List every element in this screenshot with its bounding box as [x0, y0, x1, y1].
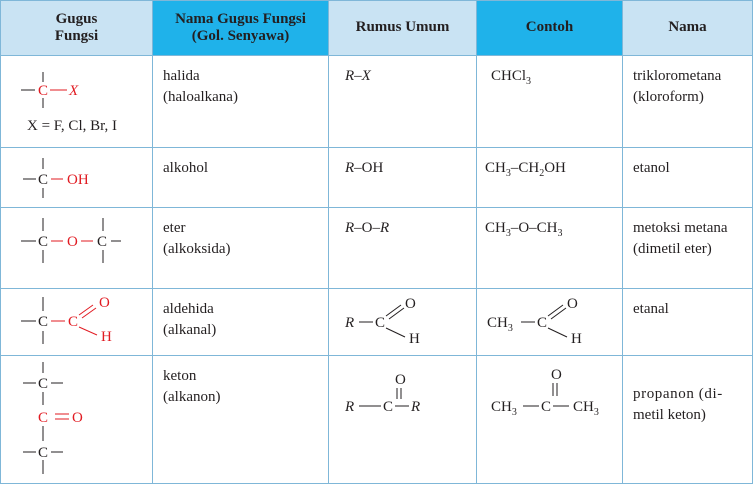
oxygen-atom: O: [67, 234, 78, 250]
r-group: R: [345, 315, 355, 331]
table-row: [1, 289, 753, 356]
hydroxyl-group: OH: [67, 172, 89, 188]
gugus-structure: [1, 56, 153, 148]
oxygen-atom: O: [551, 367, 562, 383]
oxygen-atom: O: [567, 296, 578, 312]
alcohol-structure: [1, 148, 151, 206]
class-name: eter: [163, 220, 186, 236]
methyl-group: $CH_3$: [573, 399, 599, 418]
class-alt-name: (haloalkana): [163, 89, 238, 105]
carbon-atom: C: [383, 399, 394, 415]
methyl-group: $CH_3$: [487, 315, 513, 334]
carbon-atom: C: [375, 315, 386, 331]
header-text: Gugus Fungsi: [54, 10, 99, 44]
example-formula: $CH_3-O-CH_3$: [485, 220, 563, 239]
class-name: aldehida: [163, 301, 214, 317]
aldehyde-general-formula: [329, 289, 475, 355]
class-alt-name: (alkanal): [163, 322, 217, 338]
header-rumus-umum: [329, 1, 477, 56]
header-text: Rumus Umum: [355, 19, 450, 36]
r-group: R: [345, 399, 355, 415]
haloalkane-structure: [1, 56, 151, 146]
carbon-atom: C: [38, 83, 49, 99]
carbon-atom: C: [537, 315, 548, 331]
hydrogen-atom: H: [101, 329, 112, 345]
table-row: [1, 56, 753, 148]
carbon-atom: C: [38, 314, 49, 330]
compound-name: triklorometana: [633, 68, 722, 84]
hydrogen-atom: H: [409, 331, 420, 347]
carbonyl-carbon: C: [68, 314, 79, 330]
r-group: R: [411, 399, 421, 415]
aldehyde-structure: [1, 289, 151, 355]
oxygen-atom: O: [395, 372, 406, 388]
carbon-atom: C: [541, 399, 552, 415]
header-contoh: [477, 1, 623, 56]
compound-alt-name: (dimetil eter): [633, 241, 712, 257]
header-nama: [623, 1, 753, 56]
header-text: Nama: [668, 19, 707, 36]
header-text: Nama Gugus Fungsi (Gol. Senyawa): [175, 10, 306, 44]
ether-structure: [1, 208, 151, 288]
halogen-atom: X: [69, 83, 79, 99]
example-formula: $CH_3-CH_2OH$: [485, 160, 566, 179]
ketone-general-formula: [329, 356, 475, 482]
general-formula: R–OH: [345, 160, 384, 176]
hydrogen-atom: H: [571, 331, 582, 347]
oxygen-atom: O: [99, 295, 110, 311]
oxygen-atom: O: [405, 296, 416, 312]
compound-name: propanon (di-: [633, 386, 723, 402]
halogen-note: X = F, Cl, Br, I: [27, 118, 117, 134]
compound-alt-name: metil keton): [633, 407, 706, 423]
table-row: [1, 356, 753, 484]
carbon-atom: C: [97, 234, 108, 250]
ketone-structure: [1, 356, 151, 482]
compound-name: metoksi metana: [633, 220, 728, 236]
table-row: [1, 148, 753, 208]
header-row: [1, 1, 753, 56]
general-formula: R–O–R: [345, 220, 390, 236]
oxygen-atom: O: [72, 410, 83, 426]
header-text: Contoh: [525, 19, 574, 36]
carbon-atom: C: [38, 234, 49, 250]
header-gugus-fungsi: [1, 1, 153, 56]
compound-name: etanal: [633, 301, 669, 317]
class-name: keton: [163, 368, 197, 384]
carbon-atom: C: [38, 172, 49, 188]
compound-name: etanol: [633, 160, 670, 176]
acetaldehyde-structure: [477, 289, 621, 355]
carbonyl-carbon: C: [38, 410, 49, 426]
header-nama-gugus: [153, 1, 329, 56]
general-formula: R–X: [345, 68, 371, 84]
compound-alt-name: (kloroform): [633, 89, 704, 105]
class-name: alkohol: [163, 160, 208, 176]
class-alt-name: (alkoksida): [163, 241, 231, 257]
example-formula: CHCl$_3$: [491, 68, 532, 87]
carbon-atom: C: [38, 376, 49, 392]
carbon-atom: C: [38, 445, 49, 461]
class-name: halida: [163, 68, 200, 84]
class-alt-name: (alkanon): [163, 389, 221, 405]
table-row: [1, 208, 753, 289]
acetone-structure: [477, 356, 621, 482]
methyl-group: $CH_3$: [491, 399, 517, 418]
